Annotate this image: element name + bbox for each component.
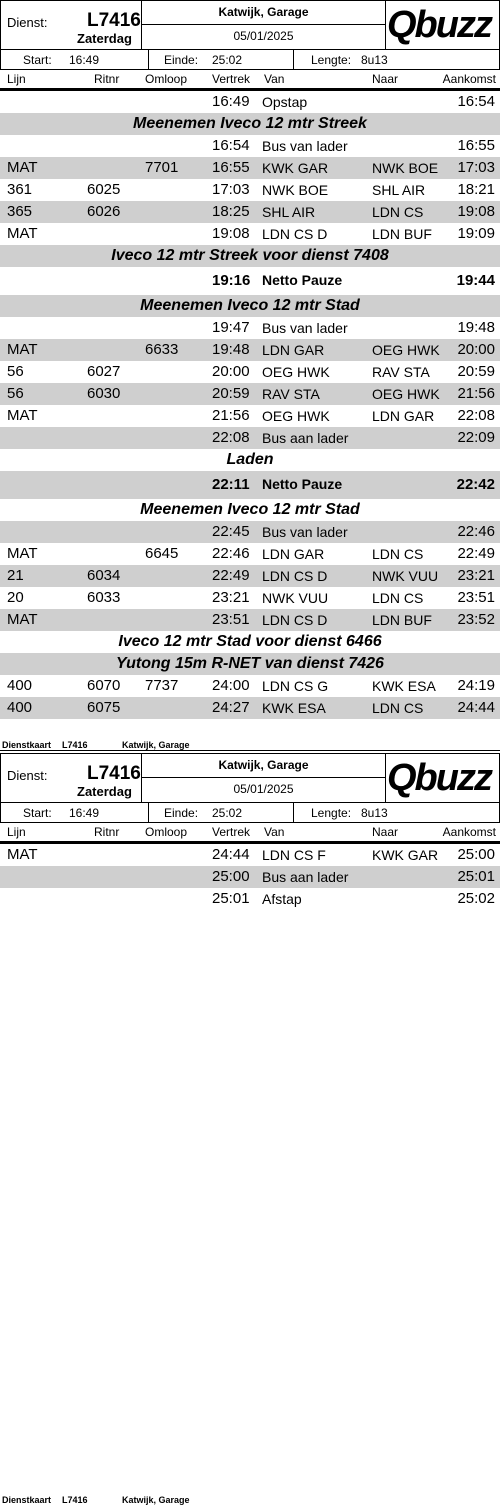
- column-lijn: Lijn: [7, 825, 26, 839]
- trip-row: [0, 543, 500, 565]
- cell-aankomst: 22:42: [456, 476, 495, 493]
- cell-ritnr: 6034: [87, 567, 121, 584]
- break-row: [0, 471, 500, 499]
- column-vertrek: Vertrek: [212, 825, 251, 839]
- footer-dienst: L7416: [62, 740, 88, 750]
- cell-van: Opstap: [262, 94, 308, 110]
- cell-lijn: MAT: [7, 545, 38, 562]
- cell-aankomst: 19:09: [457, 225, 495, 242]
- cell-ritnr: 6026: [87, 203, 121, 220]
- cell-lijn: MAT: [7, 225, 38, 242]
- cell-van: Afstap: [262, 891, 302, 907]
- start-time: 16:49: [69, 806, 100, 820]
- column-header: [0, 70, 500, 91]
- cell-lijn: 20: [7, 589, 24, 606]
- trip-row: [0, 179, 500, 201]
- cell-vertrek: 19:47: [212, 319, 250, 336]
- cell-naar: OEG HWK: [372, 386, 440, 402]
- einde-time: 25:02: [212, 806, 243, 820]
- cell-aankomst: 22:09: [457, 429, 495, 446]
- cell-lijn: 56: [7, 385, 24, 402]
- dienstkaart-page-2: [0, 753, 500, 910]
- cell-vertrek: 18:25: [212, 203, 250, 220]
- trip-row: [0, 383, 500, 405]
- cell-van: LDN CS G: [262, 678, 329, 694]
- lengte-value: 8u13: [361, 806, 388, 820]
- divider: [148, 50, 149, 69]
- cell-aankomst: 16:55: [457, 137, 495, 154]
- cell-vertrek: 23:51: [212, 611, 250, 628]
- cell-vertrek: 20:59: [212, 385, 250, 402]
- cell-van: Bus aan lader: [262, 869, 349, 885]
- dienst-label: Dienst:: [7, 15, 48, 30]
- cell-naar: KWK GAR: [372, 847, 439, 863]
- einde-label: Einde:: [164, 806, 199, 820]
- cell-ritnr: 6030: [87, 385, 121, 402]
- section-header-row: [0, 449, 500, 471]
- cell-van: LDN GAR: [262, 342, 325, 358]
- trip-row: [0, 521, 500, 543]
- cell-van: LDN CS D: [262, 568, 328, 584]
- trip-row: [0, 339, 500, 361]
- cell-vertrek: 23:21: [212, 589, 250, 606]
- cell-aankomst: 20:59: [457, 363, 495, 380]
- cell-van: Bus van lader: [262, 138, 348, 154]
- cell-aankomst: 25:00: [457, 846, 495, 863]
- cell-vertrek: 25:00: [212, 868, 250, 885]
- cell-vertrek: 22:11: [212, 476, 250, 493]
- trip-row: [0, 91, 500, 113]
- day-label: Zaterdag: [77, 784, 132, 799]
- cell-ritnr: 6070: [87, 677, 121, 694]
- column-van: Van: [264, 72, 285, 86]
- cell-lijn: MAT: [7, 846, 38, 863]
- lengte-value: 8u13: [361, 53, 388, 67]
- trip-row: [0, 565, 500, 587]
- qbuzz-logo: Qbuzz: [387, 4, 491, 46]
- trip-row: [0, 675, 500, 697]
- column-aankomst: Aankomst: [442, 72, 496, 86]
- cell-van: LDN CS D: [262, 226, 328, 242]
- section-header-row: [0, 499, 500, 521]
- cell-van: OEG HWK: [262, 408, 330, 424]
- cell-van: OEG HWK: [262, 364, 330, 380]
- cell-ritnr: 6075: [87, 699, 121, 716]
- cell-aankomst: 24:19: [457, 677, 495, 694]
- cell-vertrek: 24:00: [212, 677, 250, 694]
- trip-row: [0, 157, 500, 179]
- cell-naar: LDN GAR: [372, 408, 435, 424]
- divider: [385, 754, 386, 802]
- trip-row: [0, 201, 500, 223]
- section-header-row: [0, 113, 500, 135]
- location-title: Katwijk, Garage: [142, 754, 385, 778]
- cell-lijn: MAT: [7, 611, 38, 628]
- cell-van: Netto Pauze: [262, 272, 343, 288]
- cell-vertrek: 19:16: [212, 272, 251, 289]
- section-title: Iveco 12 mtr Streek voor dienst 7408: [111, 247, 389, 264]
- cell-vertrek: 17:03: [212, 181, 250, 198]
- trip-table: [0, 91, 500, 719]
- einde-label: Einde:: [164, 53, 199, 67]
- trip-table: [0, 844, 500, 910]
- cell-vertrek: 16:54: [212, 137, 250, 154]
- section-title: Iveco 12 mtr Stad voor dienst 6466: [118, 633, 382, 650]
- dienst-label: Dienst:: [7, 768, 48, 783]
- cell-omloop: 7737: [145, 677, 179, 694]
- cell-aankomst: 20:00: [457, 341, 495, 358]
- trip-row: [0, 866, 500, 888]
- dienst-number: L7416: [87, 10, 141, 31]
- divider: [293, 803, 294, 822]
- cell-aankomst: 23:51: [457, 589, 495, 606]
- trip-row: [0, 135, 500, 157]
- cell-van: KWK GAR: [262, 160, 329, 176]
- cell-ritnr: 6033: [87, 589, 121, 606]
- location-title: Katwijk, Garage: [142, 1, 385, 25]
- cell-lijn: 365: [7, 203, 33, 220]
- section-header-row: [0, 653, 500, 675]
- column-van: Van: [264, 825, 285, 839]
- date-label: 05/01/2025: [233, 29, 294, 43]
- cell-naar: OEG HWK: [372, 342, 440, 358]
- cell-vertrek: 16:55: [212, 159, 250, 176]
- lengte-label: Lengte:: [311, 806, 352, 820]
- start-time: 16:49: [69, 53, 100, 67]
- trip-row: [0, 697, 500, 719]
- cell-aankomst: 23:52: [457, 611, 495, 628]
- column-ritnr: Ritnr: [94, 825, 120, 839]
- cell-lijn: 56: [7, 363, 24, 380]
- section-title: Meenemen Iveco 12 mtr Streek: [133, 115, 367, 132]
- cell-aankomst: 19:08: [457, 203, 495, 220]
- einde-time: 25:02: [212, 53, 243, 67]
- footer-label: Dienstkaart: [2, 740, 52, 750]
- cell-naar: KWK ESA: [372, 678, 436, 694]
- day-label: Zaterdag: [77, 31, 132, 46]
- time-summary-bar: [0, 803, 500, 823]
- cell-van: LDN GAR: [262, 546, 325, 562]
- cell-lijn: MAT: [7, 159, 38, 176]
- cell-naar: LDN CS: [372, 546, 424, 562]
- cell-aankomst: 19:44: [456, 272, 495, 289]
- cell-vertrek: 19:48: [212, 341, 250, 358]
- column-naar: Naar: [372, 72, 399, 86]
- cell-van: Bus aan lader: [262, 430, 349, 446]
- cell-naar: SHL AIR: [372, 182, 426, 198]
- cell-vertrek: 22:08: [212, 429, 250, 446]
- cell-lijn: 21: [7, 567, 24, 584]
- trip-row: [0, 317, 500, 339]
- cell-van: KWK ESA: [262, 700, 326, 716]
- column-aankomst: Aankomst: [442, 825, 496, 839]
- cell-naar: NWK VUU: [372, 568, 439, 584]
- cell-van: Bus van lader: [262, 320, 348, 336]
- dienst-number: L7416: [87, 763, 141, 784]
- cell-aankomst: 25:02: [457, 890, 495, 907]
- trip-row: [0, 361, 500, 383]
- cell-aankomst: 25:01: [457, 868, 495, 885]
- trip-row: [0, 405, 500, 427]
- cell-naar: LDN BUF: [372, 612, 432, 628]
- cell-naar: LDN CS: [372, 700, 424, 716]
- cell-vertrek: 24:44: [212, 846, 250, 863]
- cell-van: LDN CS D: [262, 612, 328, 628]
- cell-naar: LDN BUF: [372, 226, 432, 242]
- column-omloop: Omloop: [145, 825, 188, 839]
- start-label: Start:: [23, 53, 52, 67]
- cell-aankomst: 22:08: [457, 407, 495, 424]
- cell-vertrek: 22:49: [212, 567, 250, 584]
- cell-vertrek: 21:56: [212, 407, 250, 424]
- footer-dienst: L7416: [62, 1495, 88, 1505]
- cell-omloop: 6645: [145, 545, 179, 562]
- cell-vertrek: 16:49: [212, 93, 250, 110]
- column-omloop: Omloop: [145, 72, 188, 86]
- cell-vertrek: 19:08: [212, 225, 250, 242]
- cell-aankomst: 16:54: [457, 93, 495, 110]
- lengte-label: Lengte:: [311, 53, 352, 67]
- trip-row: [0, 888, 500, 910]
- cell-aankomst: 17:03: [457, 159, 495, 176]
- break-row: [0, 267, 500, 295]
- cell-vertrek: 24:27: [212, 699, 250, 716]
- page-header: [0, 0, 500, 50]
- cell-ritnr: 6027: [87, 363, 121, 380]
- cell-aankomst: 24:44: [457, 699, 495, 716]
- cell-aankomst: 21:56: [457, 385, 495, 402]
- cell-van: NWK BOE: [262, 182, 329, 198]
- start-label: Start:: [23, 806, 52, 820]
- cell-naar: NWK BOE: [372, 160, 439, 176]
- footer-location: Katwijk, Garage: [122, 1495, 190, 1505]
- trip-row: [0, 427, 500, 449]
- footer-location: Katwijk, Garage: [122, 740, 190, 750]
- cell-naar: LDN CS: [372, 590, 424, 606]
- cell-aankomst: 22:46: [457, 523, 495, 540]
- cell-aankomst: 23:21: [457, 567, 495, 584]
- trip-row: [0, 587, 500, 609]
- page-header: [0, 753, 500, 803]
- section-title: Meenemen Iveco 12 mtr Stad: [140, 501, 360, 518]
- section-title: Yutong 15m R-NET van dienst 7426: [116, 655, 384, 672]
- footer-label: Dienstkaart: [2, 1495, 52, 1505]
- qbuzz-logo: Qbuzz: [387, 757, 491, 799]
- cell-aankomst: 19:48: [457, 319, 495, 336]
- column-lijn: Lijn: [7, 72, 26, 86]
- trip-row: [0, 844, 500, 866]
- cell-aankomst: 18:21: [457, 181, 495, 198]
- cell-van: Bus van lader: [262, 524, 348, 540]
- cell-vertrek: 22:45: [212, 523, 250, 540]
- cell-van: Netto Pauze: [262, 476, 343, 492]
- trip-row: [0, 223, 500, 245]
- cell-vertrek: 20:00: [212, 363, 250, 380]
- column-naar: Naar: [372, 825, 399, 839]
- section-header-row: [0, 245, 500, 267]
- column-vertrek: Vertrek: [212, 72, 251, 86]
- section-header-row: [0, 631, 500, 653]
- cell-naar: RAV STA: [372, 364, 430, 380]
- time-summary-bar: [0, 50, 500, 70]
- section-header-row: [0, 295, 500, 317]
- cell-lijn: 400: [7, 699, 33, 716]
- column-header: [0, 823, 500, 844]
- cell-naar: LDN CS: [372, 204, 424, 220]
- cell-ritnr: 6025: [87, 181, 121, 198]
- cell-vertrek: 25:01: [212, 890, 250, 907]
- section-title: Laden: [226, 451, 274, 468]
- cell-van: NWK VUU: [262, 590, 329, 606]
- cell-van: RAV STA: [262, 386, 320, 402]
- cell-van: SHL AIR: [262, 204, 316, 220]
- cell-lijn: MAT: [7, 407, 38, 424]
- cell-vertrek: 22:46: [212, 545, 250, 562]
- date-label: 05/01/2025: [233, 782, 294, 796]
- column-ritnr: Ritnr: [94, 72, 120, 86]
- cell-omloop: 6633: [145, 341, 179, 358]
- cell-lijn: 361: [7, 181, 33, 198]
- divider: [293, 50, 294, 69]
- cell-aankomst: 22:49: [457, 545, 495, 562]
- section-title: Meenemen Iveco 12 mtr Stad: [140, 297, 360, 314]
- cell-lijn: MAT: [7, 341, 38, 358]
- dienstkaart-page-1: [0, 0, 500, 719]
- divider: [148, 803, 149, 822]
- trip-row: [0, 609, 500, 631]
- cell-lijn: 400: [7, 677, 33, 694]
- divider: [0, 750, 500, 751]
- divider: [385, 1, 386, 49]
- cell-omloop: 7701: [145, 159, 179, 176]
- cell-van: LDN CS F: [262, 847, 326, 863]
